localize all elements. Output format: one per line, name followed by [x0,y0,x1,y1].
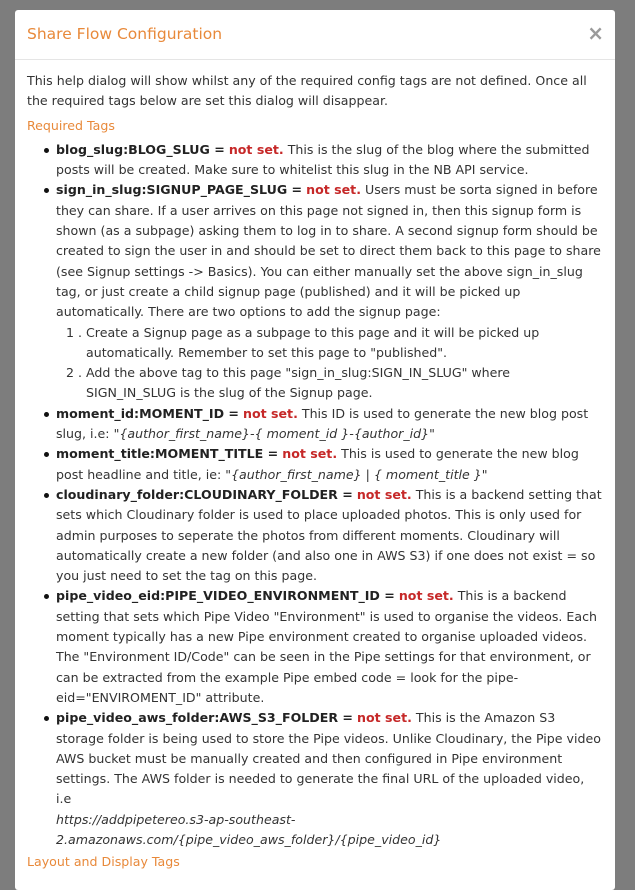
intro-text: This help dialog will show whilst any of the required config tags are not defined. Once all the required tags below are set this dialog will disappear. [27,73,587,109]
layout-tags-heading: Layout and Display Tags [27,854,180,870]
tag-description: This is a backend setting that sets which Cloudinary folder is used to place uploaded photos. This is only used for admin purposes to seperate the photos from different moments. Cloudinary will automatically create a new folder (and also one in AWS S3) if one does not exist = so you just need to set the tag on this page. [56,486,602,584]
tag-name: pipe_video_aws_folder:AWS_S3_FOLDER = [56,710,353,726]
dialog-title: Share Flow Configuration [27,25,223,43]
tag-name: pipe_video_eid:PIPE_VIDEO_ENVIRONMENT_ID = [56,588,395,604]
list-item [56,404,603,445]
list-item [66,363,603,404]
tag-example: "{author_first_name} | { moment_title }" [225,466,488,482]
tag-name: sign_in_slug:SIGNUP_PAGE_SLUG = [56,182,303,198]
tag-description: This is the slug of the blog where the submitted posts will be created. Make sure to whitelist this slug in the NB API service. [56,141,590,178]
not-set-badge: not set. [398,588,454,604]
dialog-header [15,10,615,60]
list-item [56,140,603,181]
not-set-badge: not set. [306,182,361,198]
option-number: 2 . [66,365,83,381]
not-set-badge: not set. [356,486,412,502]
tag-description: This ID is used to generate the new blog post slug, i.e: [56,405,589,442]
tag-description: Users must be sorta signed in before they can share. If a user arrives on this page not signed in, then this signup form is shown (as a subpage) asking them to log in to share. A second signup form should be created to sign the user in and should be set to direct them back to this page to share (see Signup settings -> Basics). You can either manually set the above sign_in_slug tag, or just create a child signup page (published) and it will be picked up automatically. There are two options to add the signup page: [56,182,601,320]
list-item [66,323,603,364]
tag-description: This is a backend setting that sets which Pipe Video "Environment" is used to organise the videos. Each moment typically has a new Pipe environment created to organise uploaded videos. The "Environment ID/Code" can be seen in the Pipe settings for that environment, or can be extracted from the example Pipe embed code = look for the pipe-eid="ENVIROMENT_ID" attribute. [56,588,597,705]
tag-name: cloudinary_folder:CLOUDINARY_FOLDER = [56,486,353,502]
config-dialog [15,10,615,890]
tag-name: moment_id:MOMENT_ID = [56,405,239,421]
signup-options-list [56,323,603,404]
dialog-body [15,60,615,873]
list-item [56,444,603,485]
not-set-badge: not set. [228,141,284,157]
option-text: Add the above tag to this page "sign_in_slug:SIGN_IN_SLUG" where SIGN_IN_SLUG is the slug of the Signup page. [86,365,511,401]
close-button[interactable]: × [587,21,604,45]
required-tags-heading: Required Tags [27,117,115,133]
list-item [56,180,603,403]
option-text: Create a Signup page as a subpage to this page and it will be picked up automatically. Remember to set this page to "published". [86,324,540,360]
example-url: https://addpipetereo.s3-ap-southeast-2.amazonaws.com/{pipe_video_aws_folder}/{pipe_video_id} [56,811,442,847]
tag-name: moment_title:MOMENT_TITLE = [56,446,279,462]
list-item [56,708,603,850]
required-tags-list [27,140,603,850]
tag-description: This is used to generate the new blog post headline and title, ie: [56,446,579,482]
list-item [56,586,603,708]
list-item [56,485,603,586]
not-set-badge: not set. [282,446,338,462]
option-number: 1 . [66,324,83,340]
tag-description: This is the Amazon S3 storage folder is being used to store the Pipe videos. Unlike Cloudinary, the Pipe video AWS bucket must be manually created and then configured in Pipe environment settings. The AWS folder is needed to generate the final URL of the uploaded video, i.e [56,710,601,807]
tag-name: blog_slug:BLOG_SLUG = [56,141,225,157]
not-set-badge: not set. [357,710,412,726]
not-set-badge: not set. [242,405,298,421]
tag-example: "{author_first_name}-{ moment_id }-{author_id}" [113,426,435,442]
